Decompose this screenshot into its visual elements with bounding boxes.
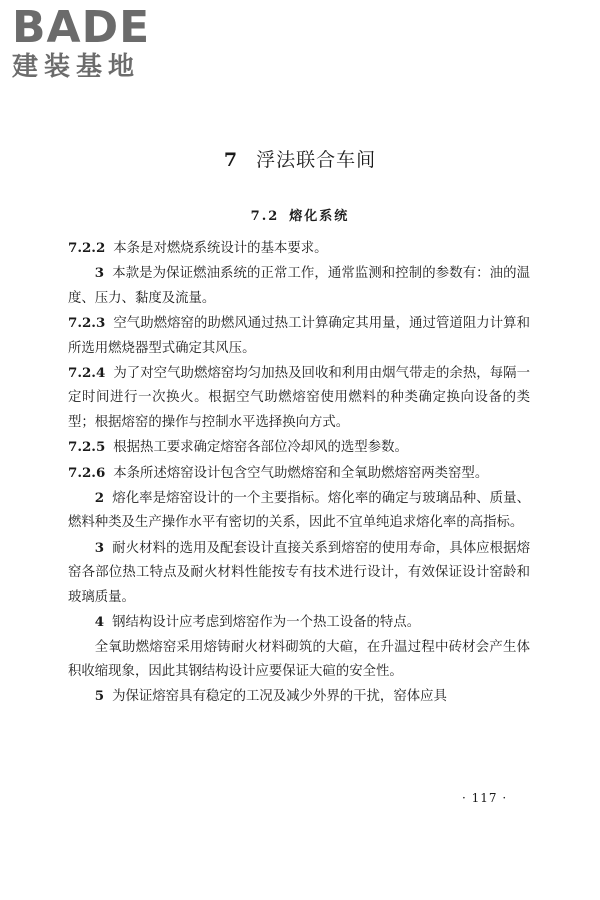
clause-number: 2 xyxy=(94,490,105,507)
paragraph-text: 根据热工要求确定熔窑各部位冷却风的选型参数。 xyxy=(113,440,408,456)
paragraph-text: 本条所述熔窑设计包含空气助燃熔窑和全氧助燃熔窑两类窑型。 xyxy=(113,465,489,481)
paragraph xyxy=(68,461,530,486)
paragraph xyxy=(68,361,530,435)
paragraph xyxy=(68,261,530,311)
paragraph-text: 本款是为保证燃油系统的正常工作，通常监测和控制的参数有：油的温度、压力、黏度及流量。 xyxy=(68,266,530,306)
logo-subtitle: 建装基地 xyxy=(12,52,141,82)
page-number: · 117 · xyxy=(462,791,508,805)
paragraph-text: 耐火材料的选用及配套设计直接关系到熔窑的使用寿命，具体应根据熔窑各部位热工特点及耐火材料性能按专有技术进行设计，有效保证设计窑龄和玻璃质量。 xyxy=(68,540,530,605)
chapter-number: 7 xyxy=(223,149,239,171)
clause-number: 7.2.5 xyxy=(68,439,106,456)
paragraph xyxy=(68,311,530,361)
paragraph-text: 为保证熔窑具有稳定的工况及减少外界的干扰，窑体应具 xyxy=(112,689,447,705)
section-heading xyxy=(0,205,600,224)
logo-mark: BADE xyxy=(12,2,151,53)
section-title: 熔化系统 xyxy=(289,209,350,224)
paragraph-text: 熔化率是熔窑设计的一个主要指标。熔化率的确定与玻璃品种、质量、燃料种类及生产操作水平有密切的关系，因此不宜单纯追求熔化率的高指标。 xyxy=(68,491,530,531)
clause-number: 5 xyxy=(94,688,105,705)
paragraph xyxy=(68,236,530,261)
paragraph-text: 本条是对燃烧系统设计的基本要求。 xyxy=(113,241,328,256)
clause-number: 7.2.2 xyxy=(68,240,106,256)
paragraph xyxy=(68,435,530,460)
clause-number: 7.2.6 xyxy=(68,464,106,481)
chapter-title: 浮法联合车间 xyxy=(256,149,377,171)
bade-logo xyxy=(12,2,182,86)
clause-number: 3 xyxy=(94,539,105,556)
paragraph-text: 空气助燃熔窑的助燃风通过热工计算确定其用量，通过管道阻力计算和所选用燃烧器型式确定其风压。 xyxy=(68,316,530,356)
paragraph-text: 全氧助燃熔窑采用熔铸耐火材料砌筑的大碹，在升温过程中砖材会产生体积收缩现象，因此其钢结构设计应要保证大碹的安全性。 xyxy=(68,639,530,679)
paragraph xyxy=(68,536,530,610)
section-number: 7.2 xyxy=(250,209,280,224)
paragraph xyxy=(68,684,530,709)
clause-number: 7.2.3 xyxy=(68,315,106,332)
paragraph-text: 钢结构设计应考虑到熔窑作为一个热工设备的特点。 xyxy=(112,615,421,631)
paragraph xyxy=(68,486,530,536)
paragraph-text: 为了对空气助燃熔窑均匀加热及回收和利用由烟气带走的余热，每隔一定时间进行一次换火。根据空气助燃熔窑使用燃料的种类确定换向设备的类型；根据熔窑的操作与控制水平选择换向方式。 xyxy=(68,366,530,430)
paragraph xyxy=(68,610,530,635)
clause-number: 7.2.4 xyxy=(68,365,106,382)
paragraph xyxy=(68,636,530,685)
body-text xyxy=(68,236,530,710)
clause-number: 4 xyxy=(94,614,105,631)
chapter-heading xyxy=(0,145,600,172)
clause-number: 3 xyxy=(94,265,105,282)
